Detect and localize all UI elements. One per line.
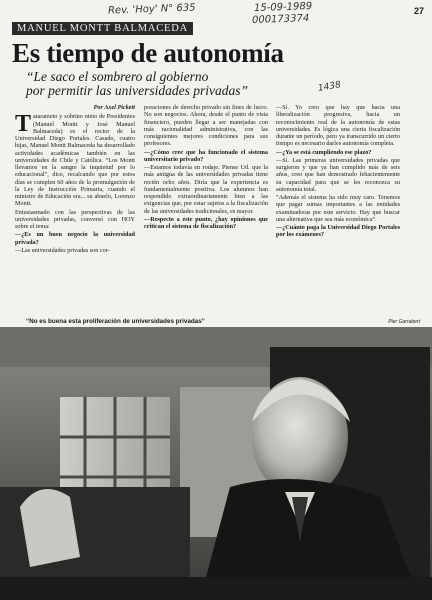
question: —¿Es un buen negocio la universidad privada? [15, 231, 135, 246]
photo-credit: Pier Garrabert [388, 319, 420, 325]
portrait-photo-graphic [0, 327, 432, 600]
paragraph: Entusiasmado con las perspectivas de las universidades privadas, conversó con HOY sobre el tema: [15, 208, 135, 230]
headline: Es tiempo de autonomía [12, 38, 284, 68]
page-number: 27 [413, 6, 424, 16]
answer: —Sí. Yo creo que hay que hacia una liberalización progresiva, hacia un reconocimiento real de la autonomía de estas universidades. Es lógica una cierta fiscalización durante un período, pero ya transcurrido un cierto tiempo es necesario darles autonomía completa. [276, 104, 400, 148]
question: —Respecto a este punto, ¿hay opiniones que critican el sistema de fiscalización? [144, 215, 268, 230]
paragraph: “Además el sistema ha sido muy caro. Tenemos que pagar sumas importantes a las entidades examinadoras por este servicio. Hay que buscar una alternativa que sea más económica”. [276, 194, 400, 223]
handwritten-id: 000173374 [251, 13, 310, 26]
answer: —Sí. Las primeras universidades privadas que surgieron y que ya han cumplido más de seis años, creo que han demostrado fehacientemente su capacidad para que se les reconozca su autonomía total. [276, 156, 400, 193]
paragraph: poraciones de derecho privado sin fines de lucro. No son negocios. Ahora, desde el punto de vista financiero, pueden llegar a ser manejadas con más racionalidad administrativa, con las consiguientes mejores condiciones para sus profesores. [144, 104, 268, 148]
subheadline-line-1: “Le saco el sombrero al gobierno [26, 69, 209, 84]
photo-caption: “No es buena esta proliferación de universidades privadas” [26, 318, 205, 325]
kicker: MANUEL MONTT BALMACEDA [12, 22, 193, 35]
subheadline [26, 70, 248, 98]
byline: Por Axel Pickett [93, 104, 135, 111]
question: —¿Cómo cree que ha funcionado el sistema universitario privado? [144, 148, 268, 163]
question: —¿Cuánto paga la Universidad Diego Portales por los exámenes? [276, 224, 400, 239]
answer: —Estamos todavía en rodaje. Piense Ud. que la más antigua de las universidades privadas tiene recién ocho años. Diría que la experiencia es fundamentalmente positiva. Los alumnos han respondido extraordinariamente bien a las exigencias que, por estar sujetos a la fiscalización de las universidades tradicionales, es mayor. [144, 164, 268, 215]
handwritten-date: 15-09-1989 [253, 0, 313, 15]
article-column-3 [276, 104, 400, 314]
drop-cap: T [15, 111, 32, 138]
handwritten-source: Rev. 'Hoy' N° 635 [107, 2, 196, 17]
article-column-1 [15, 104, 135, 314]
answer: —Las universidades privadas son cor- [15, 246, 110, 254]
portrait-photo [0, 327, 432, 600]
handwritten-margin-note: 1438 [317, 80, 342, 94]
article-column-2 [144, 104, 268, 314]
paragraph: Tataranieto y sobrino nieto de Presidentes (Manuel Montt y José Manuel Balmaceda) es el rector de la Universidad Diego Portales. Casado, cuatro hijas, Manuel Montt Balmaceda ha desarrollado actividades académicas también en las universidades de Chile y Católica. “Los Montt llevamos en la sangre la inquietud por lo educacional”, dice, recalcando que por estos días se cumplen 60 años de la promulgación de la Ley de Instrucción Primaria, cuando el ministro de Educación era... su abuelo, Lorenzo Montt. [15, 111, 135, 208]
question: —¿Ya se está cumpliendo ese plazo? [276, 148, 372, 156]
subheadline-line-2: por permitir las universidades privadas” [26, 83, 249, 98]
